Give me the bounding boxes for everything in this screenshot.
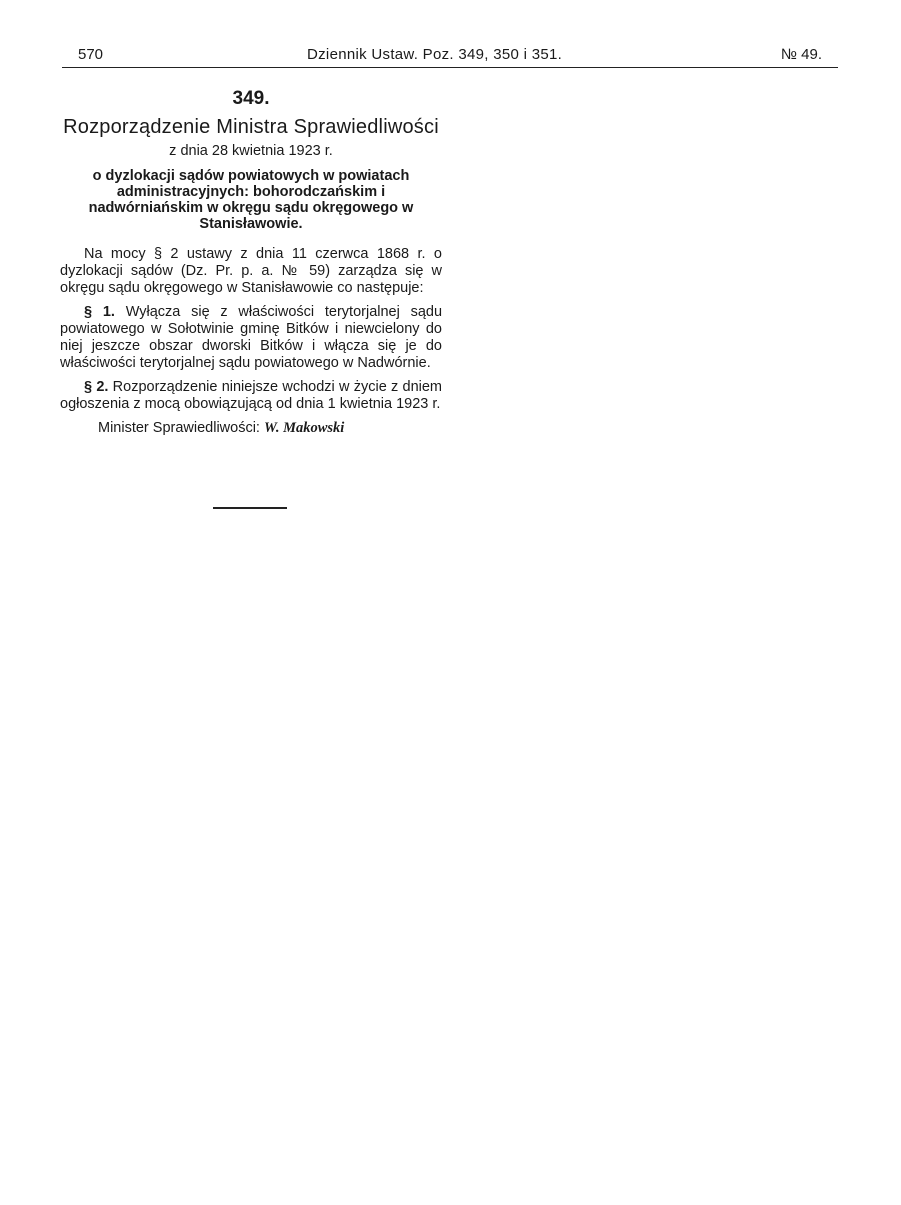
section-1-text: Wyłącza się z właściwości terytorjalnej sądu powiatowego w Sołotwinie gminę Bitków i niewcielony do niej jeszcze obszar dworski Bitków i włącza się je do właściwości terytorjalnej sądu powiatowego w Nadwórnie. [60, 304, 443, 371]
section-2-label: § 2. [84, 379, 109, 395]
section-2-text: Rozporządzenie niniejsze wchodzi w życie z dniem ogłoszenia z mocą obowiązującą od dnia 1 kwietnia 1923 r. [60, 379, 442, 412]
section-1 [60, 304, 442, 372]
act-title: Rozporządzenie Ministra Sprawiedliwości [63, 116, 439, 138]
page-number: 570 [78, 46, 104, 63]
issue-number: № 49. [780, 46, 822, 63]
preamble: Na mocy § 2 ustawy z dnia 11 czerwca 1868 r. o dyzlokacji sądów (Dz. Pr. p. a. № 59) zarządza się w okręgu sądu okręgowego w Stanisławowie co następuje: [60, 246, 442, 296]
end-rule [213, 507, 287, 509]
section-1-label: § 1. [84, 304, 115, 320]
signature-role: Minister Sprawiedliwości: [98, 420, 260, 436]
act-number: 349. [232, 88, 270, 109]
running-title: Dziennik Ustaw. Poz. 349, 350 i 351. [307, 46, 563, 63]
signature [98, 420, 442, 437]
signature-name: W. Makowski [264, 420, 345, 436]
section-2 [60, 379, 442, 413]
act-date: z dnia 28 kwietnia 1923 r. [169, 143, 333, 159]
act-column [60, 88, 442, 437]
header-rule [62, 67, 838, 68]
act-subject: o dyzlokacji sądów powiatowych w powiatach administracyjnych: bohorodczańskim i nadwórniańskim w okręgu sądu okręgowego w Stanisławowie. [88, 168, 414, 232]
